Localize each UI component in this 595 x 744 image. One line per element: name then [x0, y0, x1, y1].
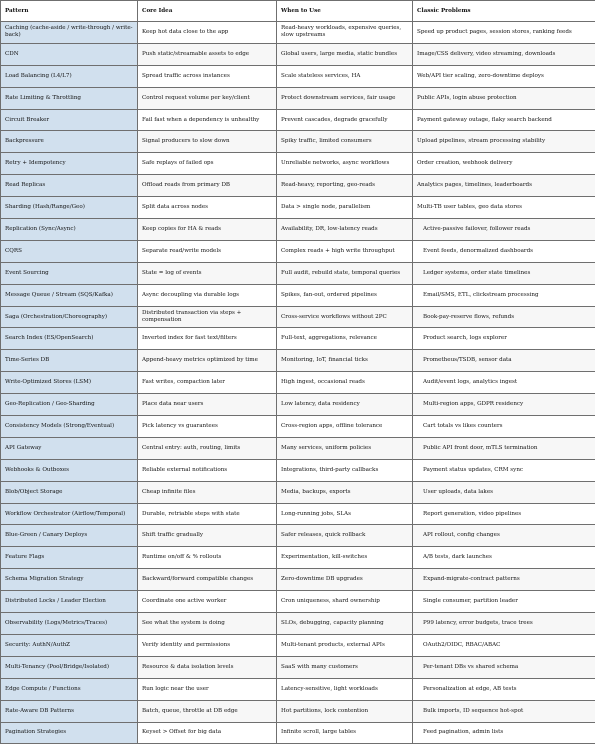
classic-problems-cell: Prometheus/TSDB, sensor data — [413, 350, 595, 372]
when-to-use-cell: Latency-sensitive, light workloads — [277, 678, 413, 700]
pattern-cell: Feature Flags — [1, 547, 138, 569]
classic-problems-cell: A/B tests, dark launches — [413, 547, 595, 569]
core-idea-cell: Backward/forward compatible changes — [138, 569, 277, 591]
table-row — [1, 87, 595, 109]
core-idea-cell: Central entry: auth, routing, limits — [138, 437, 277, 459]
table-row — [1, 43, 595, 65]
core-idea-cell: Safe replays of failed ops — [138, 153, 277, 175]
table-row — [1, 591, 595, 613]
pattern-cell: Replication (Sync/Async) — [1, 219, 138, 241]
core-idea-cell: Runtime on/off & % rollouts — [138, 547, 277, 569]
table-row — [1, 328, 595, 350]
pattern-cell: Multi-Tenancy (Pool/Bridge/Isolated) — [1, 656, 138, 678]
pattern-cell: Caching (cache-aside / write-through / write-back) — [1, 22, 138, 44]
core-idea-cell: Coordinate one active worker — [138, 591, 277, 613]
classic-problems-cell: Single consumer, partition leader — [413, 591, 595, 613]
when-to-use-cell: Spiky traffic, limited consumers — [277, 131, 413, 153]
table-row — [1, 722, 595, 744]
when-to-use-cell: Long-running jobs, SLAs — [277, 503, 413, 525]
table-row — [1, 437, 595, 459]
classic-problems-cell: Order creation, webhook delivery — [413, 153, 595, 175]
table-row — [1, 350, 595, 372]
when-to-use-cell: Many services, uniform policies — [277, 437, 413, 459]
when-to-use-cell: Cross-service workflows without 2PC — [277, 306, 413, 328]
classic-problems-cell: Public APIs, login abuse protection — [413, 87, 595, 109]
when-to-use-cell: Infinite scroll, large tables — [277, 722, 413, 744]
when-to-use-cell: Integrations, third-party callbacks — [277, 459, 413, 481]
classic-problems-cell: Speed up product pages, session stores, ranking feeds — [413, 22, 595, 44]
when-to-use-cell: Read-heavy workloads, expensive queries, slow upstreams — [277, 22, 413, 44]
pattern-cell: Write-Optimized Stores (LSM) — [1, 372, 138, 394]
pattern-cell: Workflow Orchestrator (Airflow/Temporal) — [1, 503, 138, 525]
table-row — [1, 65, 595, 87]
core-idea-cell: Resource & data isolation levels — [138, 656, 277, 678]
pattern-cell: Saga (Orchestration/Choreography) — [1, 306, 138, 328]
header-when-to-use: When to Use — [277, 1, 413, 22]
classic-problems-cell: Web/API tier scaling, zero-downtime deploys — [413, 65, 595, 87]
table-row — [1, 394, 595, 416]
table-row — [1, 240, 595, 262]
core-idea-cell: Append-heavy metrics optimized by time — [138, 350, 277, 372]
when-to-use-cell: Multi-tenant products, external APIs — [277, 634, 413, 656]
table-row — [1, 700, 595, 722]
core-idea-cell: Push static/streamable assets to edge — [138, 43, 277, 65]
core-idea-cell: Shift traffic gradually — [138, 525, 277, 547]
core-idea-cell: Cheap infinite files — [138, 481, 277, 503]
classic-problems-cell: Image/CSS delivery, video streaming, downloads — [413, 43, 595, 65]
pattern-cell: Distributed Locks / Leader Election — [1, 591, 138, 613]
classic-problems-cell: Email/SMS, ETL, clickstream processing — [413, 284, 595, 306]
classic-problems-cell: Product search, logs explorer — [413, 328, 595, 350]
classic-problems-cell: Ledger systems, order state timelines — [413, 262, 595, 284]
when-to-use-cell: Read-heavy, reporting, geo-reads — [277, 175, 413, 197]
table-row — [1, 197, 595, 219]
classic-problems-cell: Payment gateway outage, flaky search backend — [413, 109, 595, 131]
table-row — [1, 109, 595, 131]
when-to-use-cell: Availability, DR, low-latency reads — [277, 219, 413, 241]
table-row — [1, 284, 595, 306]
pattern-cell: Sharding (Hash/Range/Geo) — [1, 197, 138, 219]
table-row — [1, 153, 595, 175]
pattern-cell: Event Sourcing — [1, 262, 138, 284]
pattern-cell: Blob/Object Storage — [1, 481, 138, 503]
core-idea-cell: Async decoupling via durable logs — [138, 284, 277, 306]
pattern-cell: Rate Limiting & Throttling — [1, 87, 138, 109]
pattern-cell: Webhooks & Outboxes — [1, 459, 138, 481]
core-idea-cell: Keyset > Offset for big data — [138, 722, 277, 744]
core-idea-cell: Durable, retriable steps with state — [138, 503, 277, 525]
core-idea-cell: Run logic near the user — [138, 678, 277, 700]
core-idea-cell: Offload reads from primary DB — [138, 175, 277, 197]
pattern-cell: Pagination Strategies — [1, 722, 138, 744]
core-idea-cell: Place data near users — [138, 394, 277, 416]
pattern-cell: Load Balancing (L4/L7) — [1, 65, 138, 87]
classic-problems-cell: Active-passive failover, follower reads — [413, 219, 595, 241]
core-idea-cell: Pick latency vs guarantees — [138, 416, 277, 438]
classic-problems-cell: Public API front door, mTLS termination — [413, 437, 595, 459]
core-idea-cell: Inverted index for fast text/filters — [138, 328, 277, 350]
pattern-cell: Retry + Idempotency — [1, 153, 138, 175]
core-idea-cell: Split data across nodes — [138, 197, 277, 219]
core-idea-cell: State = log of events — [138, 262, 277, 284]
pattern-cell: Observability (Logs/Metrics/Traces) — [1, 613, 138, 635]
core-idea-cell: Verify identity and permissions — [138, 634, 277, 656]
pattern-cell: Read Replicas — [1, 175, 138, 197]
when-to-use-cell: Scale stateless services, HA — [277, 65, 413, 87]
when-to-use-cell: Monitoring, IoT, financial ticks — [277, 350, 413, 372]
core-idea-cell: Keep hot data close to the app — [138, 22, 277, 44]
pattern-cell: Backpressure — [1, 131, 138, 153]
table-row — [1, 459, 595, 481]
classic-problems-cell: Feed pagination, admin lists — [413, 722, 595, 744]
when-to-use-cell: Full audit, rebuild state, temporal queries — [277, 262, 413, 284]
when-to-use-cell: Safer releases, quick rollback — [277, 525, 413, 547]
table-row — [1, 613, 595, 635]
classic-problems-cell: Event feeds, denormalized dashboards — [413, 240, 595, 262]
when-to-use-cell: Cross-region apps, offline tolerance — [277, 416, 413, 438]
pattern-cell: API Gateway — [1, 437, 138, 459]
classic-problems-cell: OAuth2/OIDC, RBAC/ABAC — [413, 634, 595, 656]
table-row — [1, 569, 595, 591]
core-idea-cell: See what the system is doing — [138, 613, 277, 635]
classic-problems-cell: Upload pipelines, stream processing stability — [413, 131, 595, 153]
core-idea-cell: Signal producers to slow down — [138, 131, 277, 153]
when-to-use-cell: Protect downstream services, fair usage — [277, 87, 413, 109]
pattern-cell: CQRS — [1, 240, 138, 262]
core-idea-cell: Fail fast when a dependency is unhealthy — [138, 109, 277, 131]
classic-problems-cell: Multi-region apps, GDPR residency — [413, 394, 595, 416]
pattern-cell: CDN — [1, 43, 138, 65]
core-idea-cell: Batch, queue, throttle at DB edge — [138, 700, 277, 722]
classic-problems-cell: User uploads, data lakes — [413, 481, 595, 503]
classic-problems-cell: API rollout, config changes — [413, 525, 595, 547]
classic-problems-cell: Audit/event logs, analytics ingest — [413, 372, 595, 394]
when-to-use-cell: Media, backups, exports — [277, 481, 413, 503]
when-to-use-cell: Low latency, data residency — [277, 394, 413, 416]
classic-problems-cell: Payment status updates, CRM sync — [413, 459, 595, 481]
pattern-cell: Blue-Green / Canary Deploys — [1, 525, 138, 547]
classic-problems-cell: Cart totals vs likes counters — [413, 416, 595, 438]
table-row — [1, 503, 595, 525]
when-to-use-cell: SLOs, debugging, capacity planning — [277, 613, 413, 635]
when-to-use-cell: Prevent cascades, degrade gracefully — [277, 109, 413, 131]
when-to-use-cell: Data > single node, parallelism — [277, 197, 413, 219]
when-to-use-cell: Hot partitions, lock contention — [277, 700, 413, 722]
when-to-use-cell: Global users, large media, static bundles — [277, 43, 413, 65]
header-classic-problems: Classic Problems — [413, 1, 595, 22]
core-idea-cell: Control request volume per key/client — [138, 87, 277, 109]
classic-problems-cell: P99 latency, error budgets, trace trees — [413, 613, 595, 635]
classic-problems-cell: Expand-migrate-contract patterns — [413, 569, 595, 591]
table-row — [1, 547, 595, 569]
table-row — [1, 656, 595, 678]
pattern-cell: Schema Migration Strategy — [1, 569, 138, 591]
table-body — [1, 22, 595, 744]
table-row — [1, 22, 595, 44]
pattern-cell: Time-Series DB — [1, 350, 138, 372]
table-row — [1, 525, 595, 547]
pattern-cell: Circuit Breaker — [1, 109, 138, 131]
when-to-use-cell: Complex reads + high write throughput — [277, 240, 413, 262]
when-to-use-cell: Unreliable networks, async workflows — [277, 153, 413, 175]
classic-problems-cell: Analytics pages, timelines, leaderboards — [413, 175, 595, 197]
when-to-use-cell: High ingest, occasional reads — [277, 372, 413, 394]
when-to-use-cell: Experimentation, kill-switches — [277, 547, 413, 569]
table-row — [1, 481, 595, 503]
table-row — [1, 131, 595, 153]
table-row — [1, 678, 595, 700]
core-idea-cell: Spread traffic across instances — [138, 65, 277, 87]
classic-problems-cell: Book-pay-reserve flows, refunds — [413, 306, 595, 328]
pattern-cell: Edge Compute / Functions — [1, 678, 138, 700]
header-core-idea: Core Idea — [138, 1, 277, 22]
table-header-row — [1, 1, 595, 22]
when-to-use-cell: Full-text, aggregations, relevance — [277, 328, 413, 350]
classic-problems-cell: Report generation, video pipelines — [413, 503, 595, 525]
core-idea-cell: Fast writes, compaction later — [138, 372, 277, 394]
table-row — [1, 306, 595, 328]
core-idea-cell: Keep copies for HA & reads — [138, 219, 277, 241]
core-idea-cell: Distributed transaction via steps + compensation — [138, 306, 277, 328]
table-row — [1, 416, 595, 438]
classic-problems-cell: Personalization at edge, AB tests — [413, 678, 595, 700]
table-row — [1, 372, 595, 394]
classic-problems-cell: Bulk imports, ID sequence hot-spot — [413, 700, 595, 722]
table-row — [1, 219, 595, 241]
table-row — [1, 262, 595, 284]
table-row — [1, 634, 595, 656]
core-idea-cell: Separate read/write models — [138, 240, 277, 262]
classic-problems-cell: Per-tenant DBs vs shared schema — [413, 656, 595, 678]
classic-problems-cell: Multi-TB user tables, geo data stores — [413, 197, 595, 219]
when-to-use-cell: Zero-downtime DB upgrades — [277, 569, 413, 591]
when-to-use-cell: Spikes, fan-out, ordered pipelines — [277, 284, 413, 306]
when-to-use-cell: Cron uniqueness, shard ownership — [277, 591, 413, 613]
pattern-cell: Search Index (ES/OpenSearch) — [1, 328, 138, 350]
core-idea-cell: Reliable external notifications — [138, 459, 277, 481]
pattern-cell: Security: AuthN/AuthZ — [1, 634, 138, 656]
pattern-cell: Rate-Aware DB Patterns — [1, 700, 138, 722]
pattern-cell: Consistency Models (Strong/Eventual) — [1, 416, 138, 438]
when-to-use-cell: SaaS with many customers — [277, 656, 413, 678]
header-pattern: Pattern — [1, 1, 138, 22]
table-row — [1, 175, 595, 197]
pattern-cell: Message Queue / Stream (SQS/Kafka) — [1, 284, 138, 306]
pattern-cell: Geo-Replication / Geo-Sharding — [1, 394, 138, 416]
